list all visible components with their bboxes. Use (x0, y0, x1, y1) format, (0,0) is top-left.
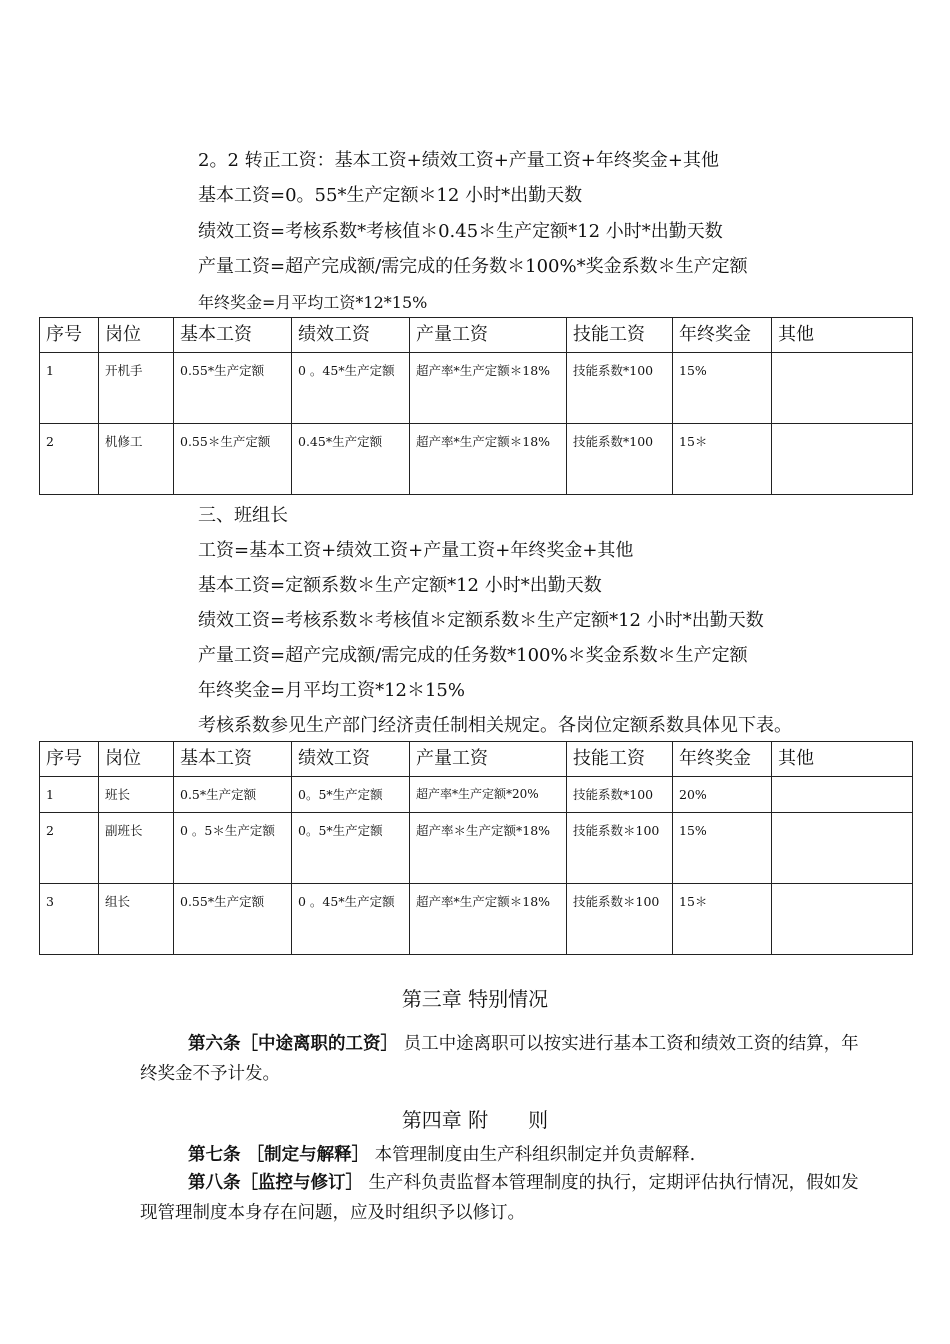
table-cell: 0.55＊生产定额 (174, 424, 292, 495)
table-cell: 1 (40, 353, 99, 424)
table-cell: 2 (40, 813, 99, 884)
note-line: 考核系数参见生产部门经济责任制相关规定。各岗位定额系数具体见下表。 (198, 715, 792, 736)
table-cell: 15% (673, 813, 772, 884)
header-cell: 绩效工资 (292, 318, 410, 353)
article-body: 生产科负责监督本管理制度的执行，定期评估执行情况，假如发现管理制度本身存在问题，应及时组织予以修订。 (140, 1173, 859, 1223)
article-body: 员工中途离职可以按实进行基本工资和绩效工资的结算，年终奖金不予计发。 (140, 1034, 859, 1084)
formula-line: 2。2 转正工资：基本工资+绩效工资+产量工资+年终奖金+其他 (198, 150, 719, 171)
table-cell: 0。5*生产定额 (292, 813, 410, 884)
table-cell: 副班长 (99, 813, 174, 884)
salary-table-team-leaders (39, 741, 913, 955)
section-title: 三、班组长 (198, 505, 288, 526)
table-row (40, 424, 913, 495)
formula-line: 基本工资=定额系数＊生产定额*12 小时*出勤天数 (198, 575, 602, 596)
table-cell: 技能系数*100 (567, 353, 673, 424)
header-cell: 岗位 (99, 742, 174, 777)
header-cell: 岗位 (99, 318, 174, 353)
header-cell: 其他 (772, 742, 913, 777)
table-cell (772, 777, 913, 813)
table-cell: 机修工 (99, 424, 174, 495)
table-cell: 超产率＊生产定额*18% (410, 813, 567, 884)
table-cell: 0 。45*生产定额 (292, 884, 410, 955)
table-cell: 0 。45*生产定额 (292, 353, 410, 424)
header-cell: 年终奖金 (673, 742, 772, 777)
table-cell: 超产率*生产定额＊18% (410, 424, 567, 495)
table-cell: 0 。5＊生产定额 (174, 813, 292, 884)
article-heading: 第七条 ［制定与解释］ (188, 1145, 370, 1165)
salary-table-workers (39, 317, 913, 495)
table-cell: 1 (40, 777, 99, 813)
table-cell: 0.45*生产定额 (292, 424, 410, 495)
table-cell: 组长 (99, 884, 174, 955)
table-cell: 15＊ (673, 424, 772, 495)
header-cell: 技能工资 (567, 318, 673, 353)
table-header-row (40, 742, 913, 777)
table-cell: 0.55*生产定额 (174, 884, 292, 955)
table-cell: 技能系数*100 (567, 777, 673, 813)
chapter-title: 第四章 附 则 (401, 1108, 549, 1132)
article-heading: 第六条［中途离职的工资］ (188, 1034, 398, 1054)
article-6 (140, 1029, 860, 1089)
table-cell: 技能系数*100 (567, 424, 673, 495)
table-cell: 2 (40, 424, 99, 495)
header-cell: 序号 (40, 318, 99, 353)
formula-line: 产量工资=超产完成额/需完成的任务数*100%＊奖金系数＊生产定额 (198, 645, 748, 666)
formula-line: 工资=基本工资+绩效工资+产量工资+年终奖金+其他 (198, 540, 634, 561)
formula-line: 年终奖金=月平均工资*12*15% (198, 293, 428, 312)
table-cell: 超产率*生产定额＊18% (410, 884, 567, 955)
formula-line: 产量工资=超产完成额/需完成的任务数＊100%*奖金系数＊生产定额 (198, 256, 748, 277)
table-cell: 15% (673, 353, 772, 424)
formula-line: 绩效工资=考核系数*考核值＊0.45＊生产定额*12 小时*出勤天数 (198, 221, 723, 242)
table-cell: 0.55*生产定额 (174, 353, 292, 424)
table-row (40, 353, 913, 424)
table-cell (772, 813, 913, 884)
header-cell: 序号 (40, 742, 99, 777)
table-cell: 0.5*生产定额 (174, 777, 292, 813)
formula-line: 年终奖金=月平均工资*12＊15% (198, 680, 465, 701)
article-heading: 第八条［监控与修订］ (188, 1173, 363, 1193)
table-row (40, 777, 913, 813)
header-cell: 其他 (772, 318, 913, 353)
table-cell (772, 424, 913, 495)
table-cell: 超产率*生产定额*20% (410, 777, 567, 813)
table-cell: 技能系数＊100 (567, 813, 673, 884)
table-cell: 15＊ (673, 884, 772, 955)
table-cell: 开机手 (99, 353, 174, 424)
table-cell: 3 (40, 884, 99, 955)
table-cell: 技能系数＊100 (567, 884, 673, 955)
header-cell: 年终奖金 (673, 318, 772, 353)
formula-line: 基本工资=0。55*生产定额＊12 小时*出勤天数 (198, 185, 583, 206)
header-cell: 绩效工资 (292, 742, 410, 777)
article-body: 本管理制度由生产科组织制定并负责解释. (374, 1145, 696, 1165)
table-cell: 0。5*生产定额 (292, 777, 410, 813)
table-header-row (40, 318, 913, 353)
header-cell: 基本工资 (174, 318, 292, 353)
header-cell: 基本工资 (174, 742, 292, 777)
header-cell: 产量工资 (410, 318, 567, 353)
table-cell (772, 353, 913, 424)
table-cell (772, 884, 913, 955)
formula-line: 绩效工资=考核系数＊考核值＊定额系数＊生产定额*12 小时*出勤天数 (198, 610, 764, 631)
table-row (40, 884, 913, 955)
table-cell: 20% (673, 777, 772, 813)
header-cell: 技能工资 (567, 742, 673, 777)
table-row (40, 813, 913, 884)
article-8 (140, 1168, 860, 1228)
table-cell: 班长 (99, 777, 174, 813)
table-cell: 超产率*生产定额＊18% (410, 353, 567, 424)
article-7 (140, 1140, 860, 1170)
chapter-title: 第三章 特别情况 (401, 987, 549, 1011)
header-cell: 产量工资 (410, 742, 567, 777)
